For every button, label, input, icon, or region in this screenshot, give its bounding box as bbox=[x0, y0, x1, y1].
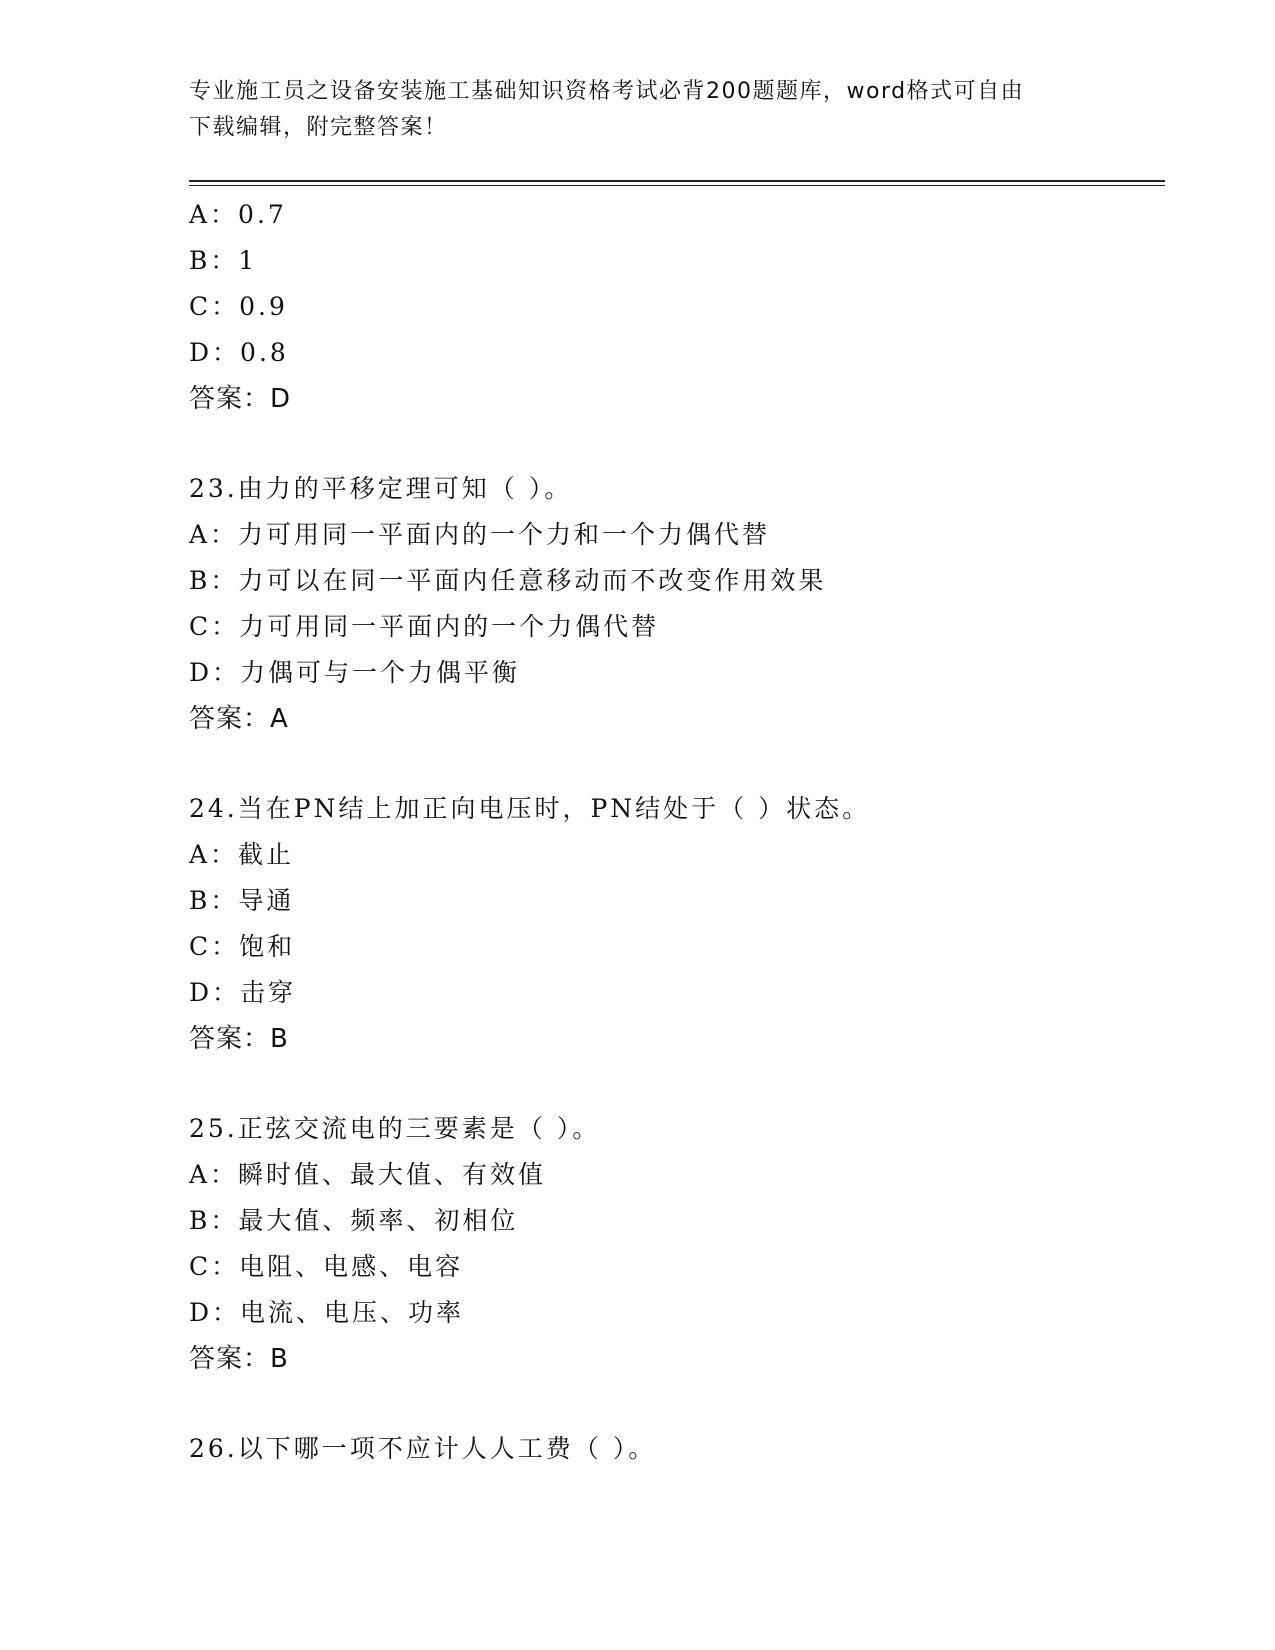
option-a: A：瞬时值、最大值、有效值 bbox=[189, 1160, 547, 1189]
document-title bbox=[189, 74, 1089, 146]
question-24 bbox=[189, 786, 1159, 1062]
header-rule-thin bbox=[189, 185, 1165, 186]
question-26 bbox=[189, 1426, 1159, 1472]
option-d: D：击穿 bbox=[189, 978, 297, 1007]
option-d: D：力偶可与一个力偶平衡 bbox=[189, 658, 521, 687]
option-b: B：最大值、频率、初相位 bbox=[189, 1206, 519, 1235]
document-title-line-2: 下载编辑，附完整答案！ bbox=[189, 115, 448, 140]
option-d: D：电流、电压、功率 bbox=[189, 1298, 465, 1327]
option-d: D：0.8 bbox=[189, 338, 289, 367]
option-c: C：力可用同一平面内的一个力偶代替 bbox=[189, 612, 660, 641]
question-stem: 24.当在PN结上加正向电压时，PN结处于（ ）状态。 bbox=[189, 794, 871, 823]
question-stem: 25.正弦交流电的三要素是（ ）。 bbox=[189, 1114, 601, 1143]
answer-line: 答案：D bbox=[189, 384, 292, 414]
option-c: C：电阻、电感、电容 bbox=[189, 1252, 464, 1281]
option-c: C：饱和 bbox=[189, 932, 296, 961]
question-stem: 23.由力的平移定理可知（ ）。 bbox=[189, 474, 573, 503]
option-a: A：0.7 bbox=[189, 200, 287, 229]
spacer bbox=[189, 1062, 1159, 1106]
question-23 bbox=[189, 466, 1159, 742]
header-rule-thick bbox=[189, 180, 1165, 182]
spacer bbox=[189, 1382, 1159, 1426]
question-list bbox=[189, 192, 1159, 1472]
option-a: A：力可用同一平面内的一个力和一个力偶代替 bbox=[189, 520, 771, 549]
answer-line: 答案：B bbox=[189, 1024, 289, 1054]
question-25 bbox=[189, 1106, 1159, 1382]
spacer bbox=[189, 422, 1159, 466]
option-b: B：力可以在同一平面内任意移动而不改变作用效果 bbox=[189, 566, 827, 595]
option-a: A：截止 bbox=[189, 840, 295, 869]
answer-line: 答案：A bbox=[189, 704, 289, 734]
option-b: B：1 bbox=[189, 246, 258, 275]
option-b: B：导通 bbox=[189, 886, 295, 915]
option-c: C：0.9 bbox=[189, 292, 288, 321]
spacer bbox=[189, 742, 1159, 786]
answer-line: 答案：B bbox=[189, 1344, 289, 1374]
document-title-line-1: 专业施工员之设备安装施工基础知识资格考试必背200题题库，word格式可自由 bbox=[189, 79, 1025, 104]
question-22-continued bbox=[189, 192, 1159, 422]
question-stem: 26.以下哪一项不应计人人工费（ ）。 bbox=[189, 1434, 657, 1463]
